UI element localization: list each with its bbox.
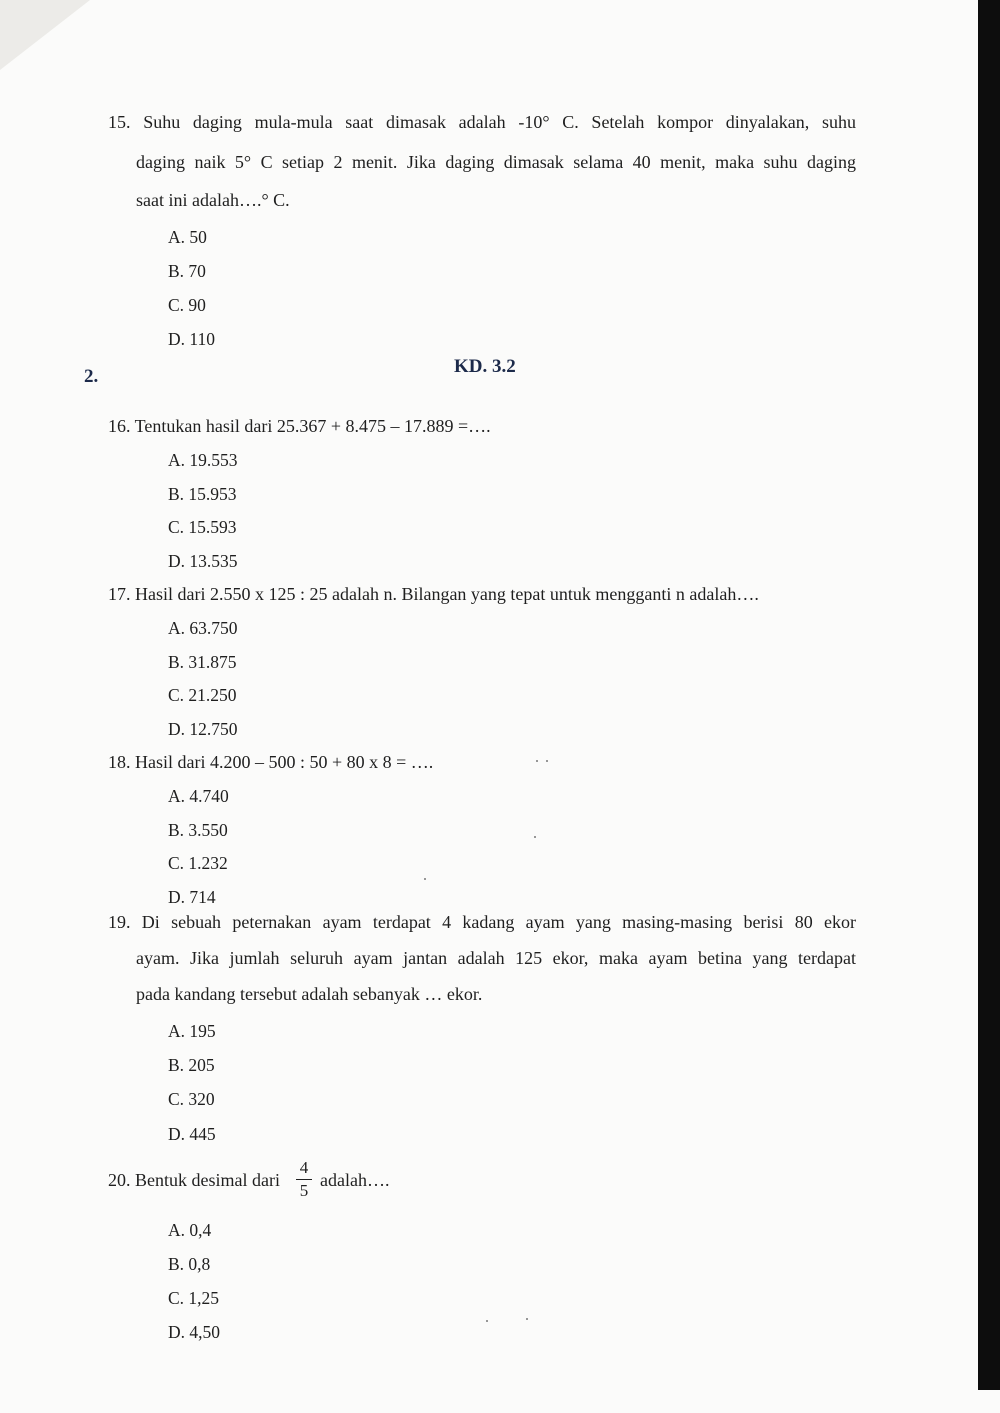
fraction-bar [296, 1179, 312, 1180]
scan-speck [534, 836, 536, 838]
section-number: 2. [84, 366, 99, 387]
q20-option-c: C. 1,25 [168, 1288, 220, 1308]
q16-text: 16. Tentukan hasil dari 25.367 + 8.475 – 17.889 =…. [108, 416, 491, 436]
scan-speck [546, 760, 548, 762]
q18-option-a: A. 4.740 [168, 786, 229, 806]
q19-line-1: 19. Di sebuah peternakan ayam terdapat 4 kadang ayam yang masing-masing berisi 80 ekor [108, 912, 856, 932]
q18-option-b: B. 3.550 [168, 820, 228, 840]
q19-line-3: pada kandang tersebut adalah sebanyak … ekor. [136, 984, 483, 1004]
q19-option-b: B. 205 [168, 1055, 215, 1075]
q19-line-2: ayam. Jika jumlah seluruh ayam jantan adalah 125 ekor, maka ayam betina yang terdapat [136, 948, 856, 968]
q17-option-a: A. 63.750 [168, 618, 238, 638]
q20-fraction [296, 1158, 312, 1201]
q19-option-c: C. 320 [168, 1089, 215, 1109]
q15-line-2: daging naik 5° C setiap 2 menit. Jika daging dimasak selama 40 menit, maka suhu daging [136, 152, 856, 172]
q17-option-d: D. 12.750 [168, 719, 238, 739]
fraction-denominator: 5 [299, 1181, 309, 1200]
scan-speck [526, 1318, 528, 1320]
q16-option-b: B. 15.953 [168, 484, 237, 504]
q17-option-c: C. 21.250 [168, 685, 237, 705]
section-title: KD. 3.2 [454, 356, 516, 377]
q20-suffix: adalah…. [320, 1170, 390, 1190]
q15-line-1: 15. Suhu daging mula-mula saat dimasak adalah -10° C. Setelah kompor dinyalakan, suhu [108, 112, 856, 132]
q15-option-c: C. 90 [168, 295, 206, 315]
scan-speck [536, 760, 538, 762]
q20-option-d: D. 4,50 [168, 1322, 221, 1342]
q16-option-a: A. 19.553 [168, 450, 238, 470]
q15-option-d: D. 110 [168, 329, 215, 349]
q15-line-3: saat ini adalah….° C. [136, 190, 290, 210]
q15-option-b: B. 70 [168, 261, 206, 281]
q20-prefix: 20. Bentuk desimal dari [108, 1170, 280, 1190]
q16-option-d: D. 13.535 [168, 551, 238, 571]
q20-option-a: A. 0,4 [168, 1220, 212, 1240]
q16-option-c: C. 15.593 [168, 517, 237, 537]
q18-text: 18. Hasil dari 4.200 – 500 : 50 + 80 x 8 = …. [108, 752, 434, 772]
q18-option-d: D. 714 [168, 887, 216, 907]
scan-speck [424, 878, 426, 880]
fraction-numerator: 4 [299, 1158, 309, 1177]
q19-option-d: D. 445 [168, 1124, 216, 1144]
q18-option-c: C. 1.232 [168, 853, 228, 873]
q17-text: 17. Hasil dari 2.550 x 125 : 25 adalah n. Bilangan yang tepat untuk mengganti n adalah…. [108, 584, 759, 604]
q17-option-b: B. 31.875 [168, 652, 237, 672]
q19-option-a: A. 195 [168, 1021, 216, 1041]
q20-option-b: B. 0,8 [168, 1254, 211, 1274]
q15-option-a: A. 50 [168, 227, 207, 247]
scan-speck [486, 1320, 488, 1322]
